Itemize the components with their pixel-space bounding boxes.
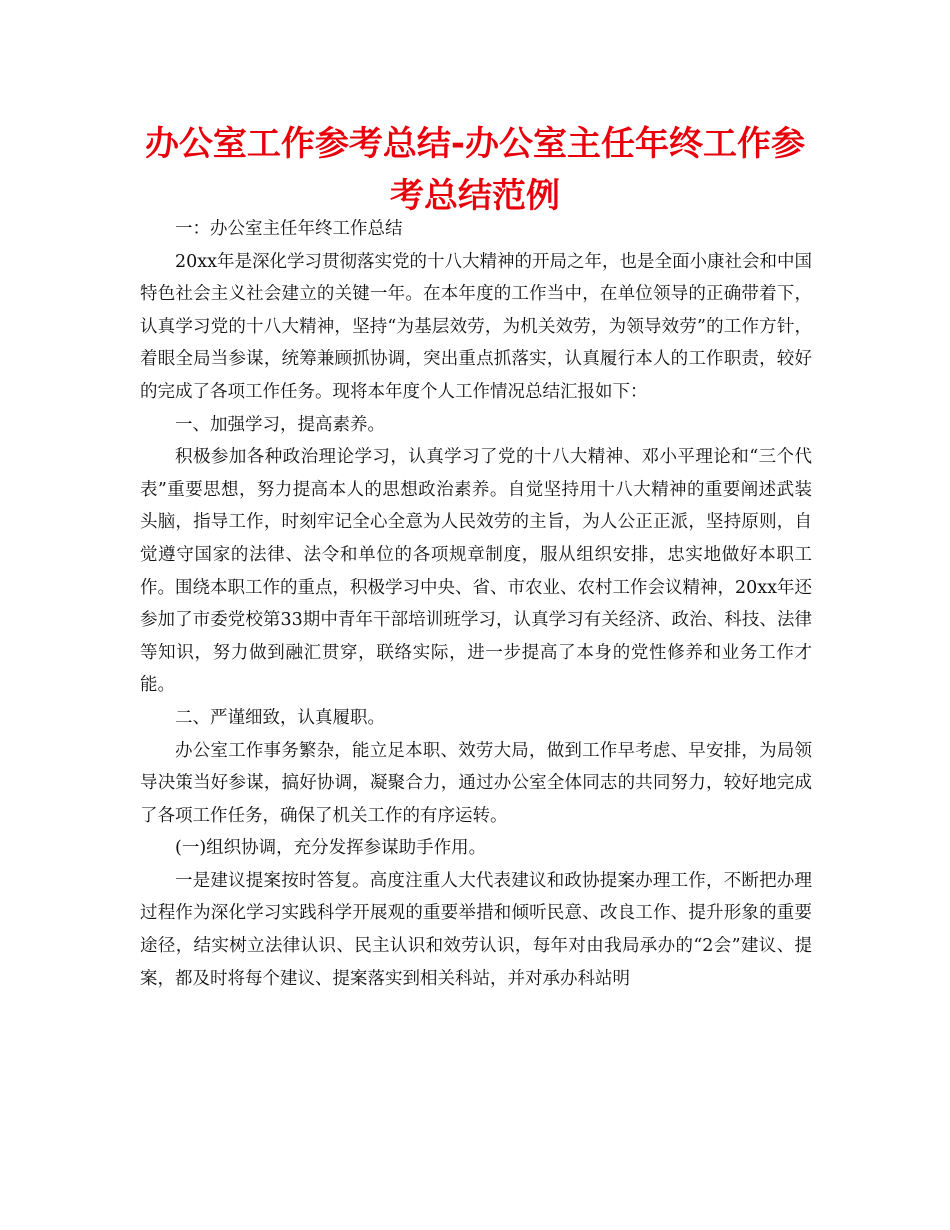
paragraph-heading-study: 一、加强学习，提高素养。 bbox=[175, 414, 385, 435]
paragraph-section-heading: 一：办公室主任年终工作总结 bbox=[175, 219, 403, 239]
document-body bbox=[140, 213, 812, 995]
paragraph-study: 积极参加各种政治理论学习，认真学习了党的十八大精神、邓小平理论和“三个代表”重要思想，努力提高本人的思想政治素养。自觉坚持用十八大精神的重要阐述武装头脑，指导工作，时刻牢记全心全意为人民效劳的主旨，为人公正正派，坚持原则，自觉遵守国家的法律、法令和单位的各项规章制度，服从组织安排，忠实地做好本职工作。围绕本职工作的重点，积极学习中央、省、市农业、农村工作会议精神，20xx年还参加了市委党校第33期中青年干部培训班学习，认真学习有关经济、政治、科技、法律等知识，努力做到融汇贯穿，联络实际，进一步提高了本身的党性修养和业务工作才能。 bbox=[140, 447, 813, 696]
document-title: 办公室工作参考总结-办公室主任年终工作参考总结范例 bbox=[144, 124, 806, 216]
paragraph-heading-coordination: (一)组织协调，充分发挥参谋助手作用。 bbox=[175, 838, 487, 859]
paragraph-intro: 20xx年是深化学习贯彻落实党的十八大精神的开局之年，也是全面小康社会和中国特色社会主义社会建立的关键一年。在本年度的工作当中，在单位领导的正确带着下，认真学习党的十八大精神，坚持“为基层效劳，为机关效劳，为领导效劳”的工作方针，着眼全局当参谋，统筹兼顾抓协调，突出重点抓落实，认真履行本人的工作职责，较好的完成了各项工作任务。现将本年度个人工作情况总结汇报如下： bbox=[140, 251, 813, 402]
paragraph-duty: 办公室工作事务繁杂，能立足本职、效劳大局，做到工作早考虑、早安排，为局领导决策当好参谋，搞好协调，凝聚合力，通过办公室全体同志的共同努力，较好地完成了各项工作任务，确保了机关工作的有序运转。 bbox=[140, 740, 812, 826]
paragraph-heading-duty: 二、严谨细致，认真履职。 bbox=[175, 707, 385, 728]
paragraph-proposals: 一是建议提案按时答复。高度注重人大代表建议和政协提案办理工作，不断把办理过程作为深化学习实践科学开展观的重要举措和倾听民意、改良工作、提升形象的重要途径，结实树立法律认识、民主认识和效劳认识，每年对由我局承办的“2会”建议、提案，都及时将每个建议、提案落实到相关科站，并对承办科站明 bbox=[140, 870, 812, 989]
